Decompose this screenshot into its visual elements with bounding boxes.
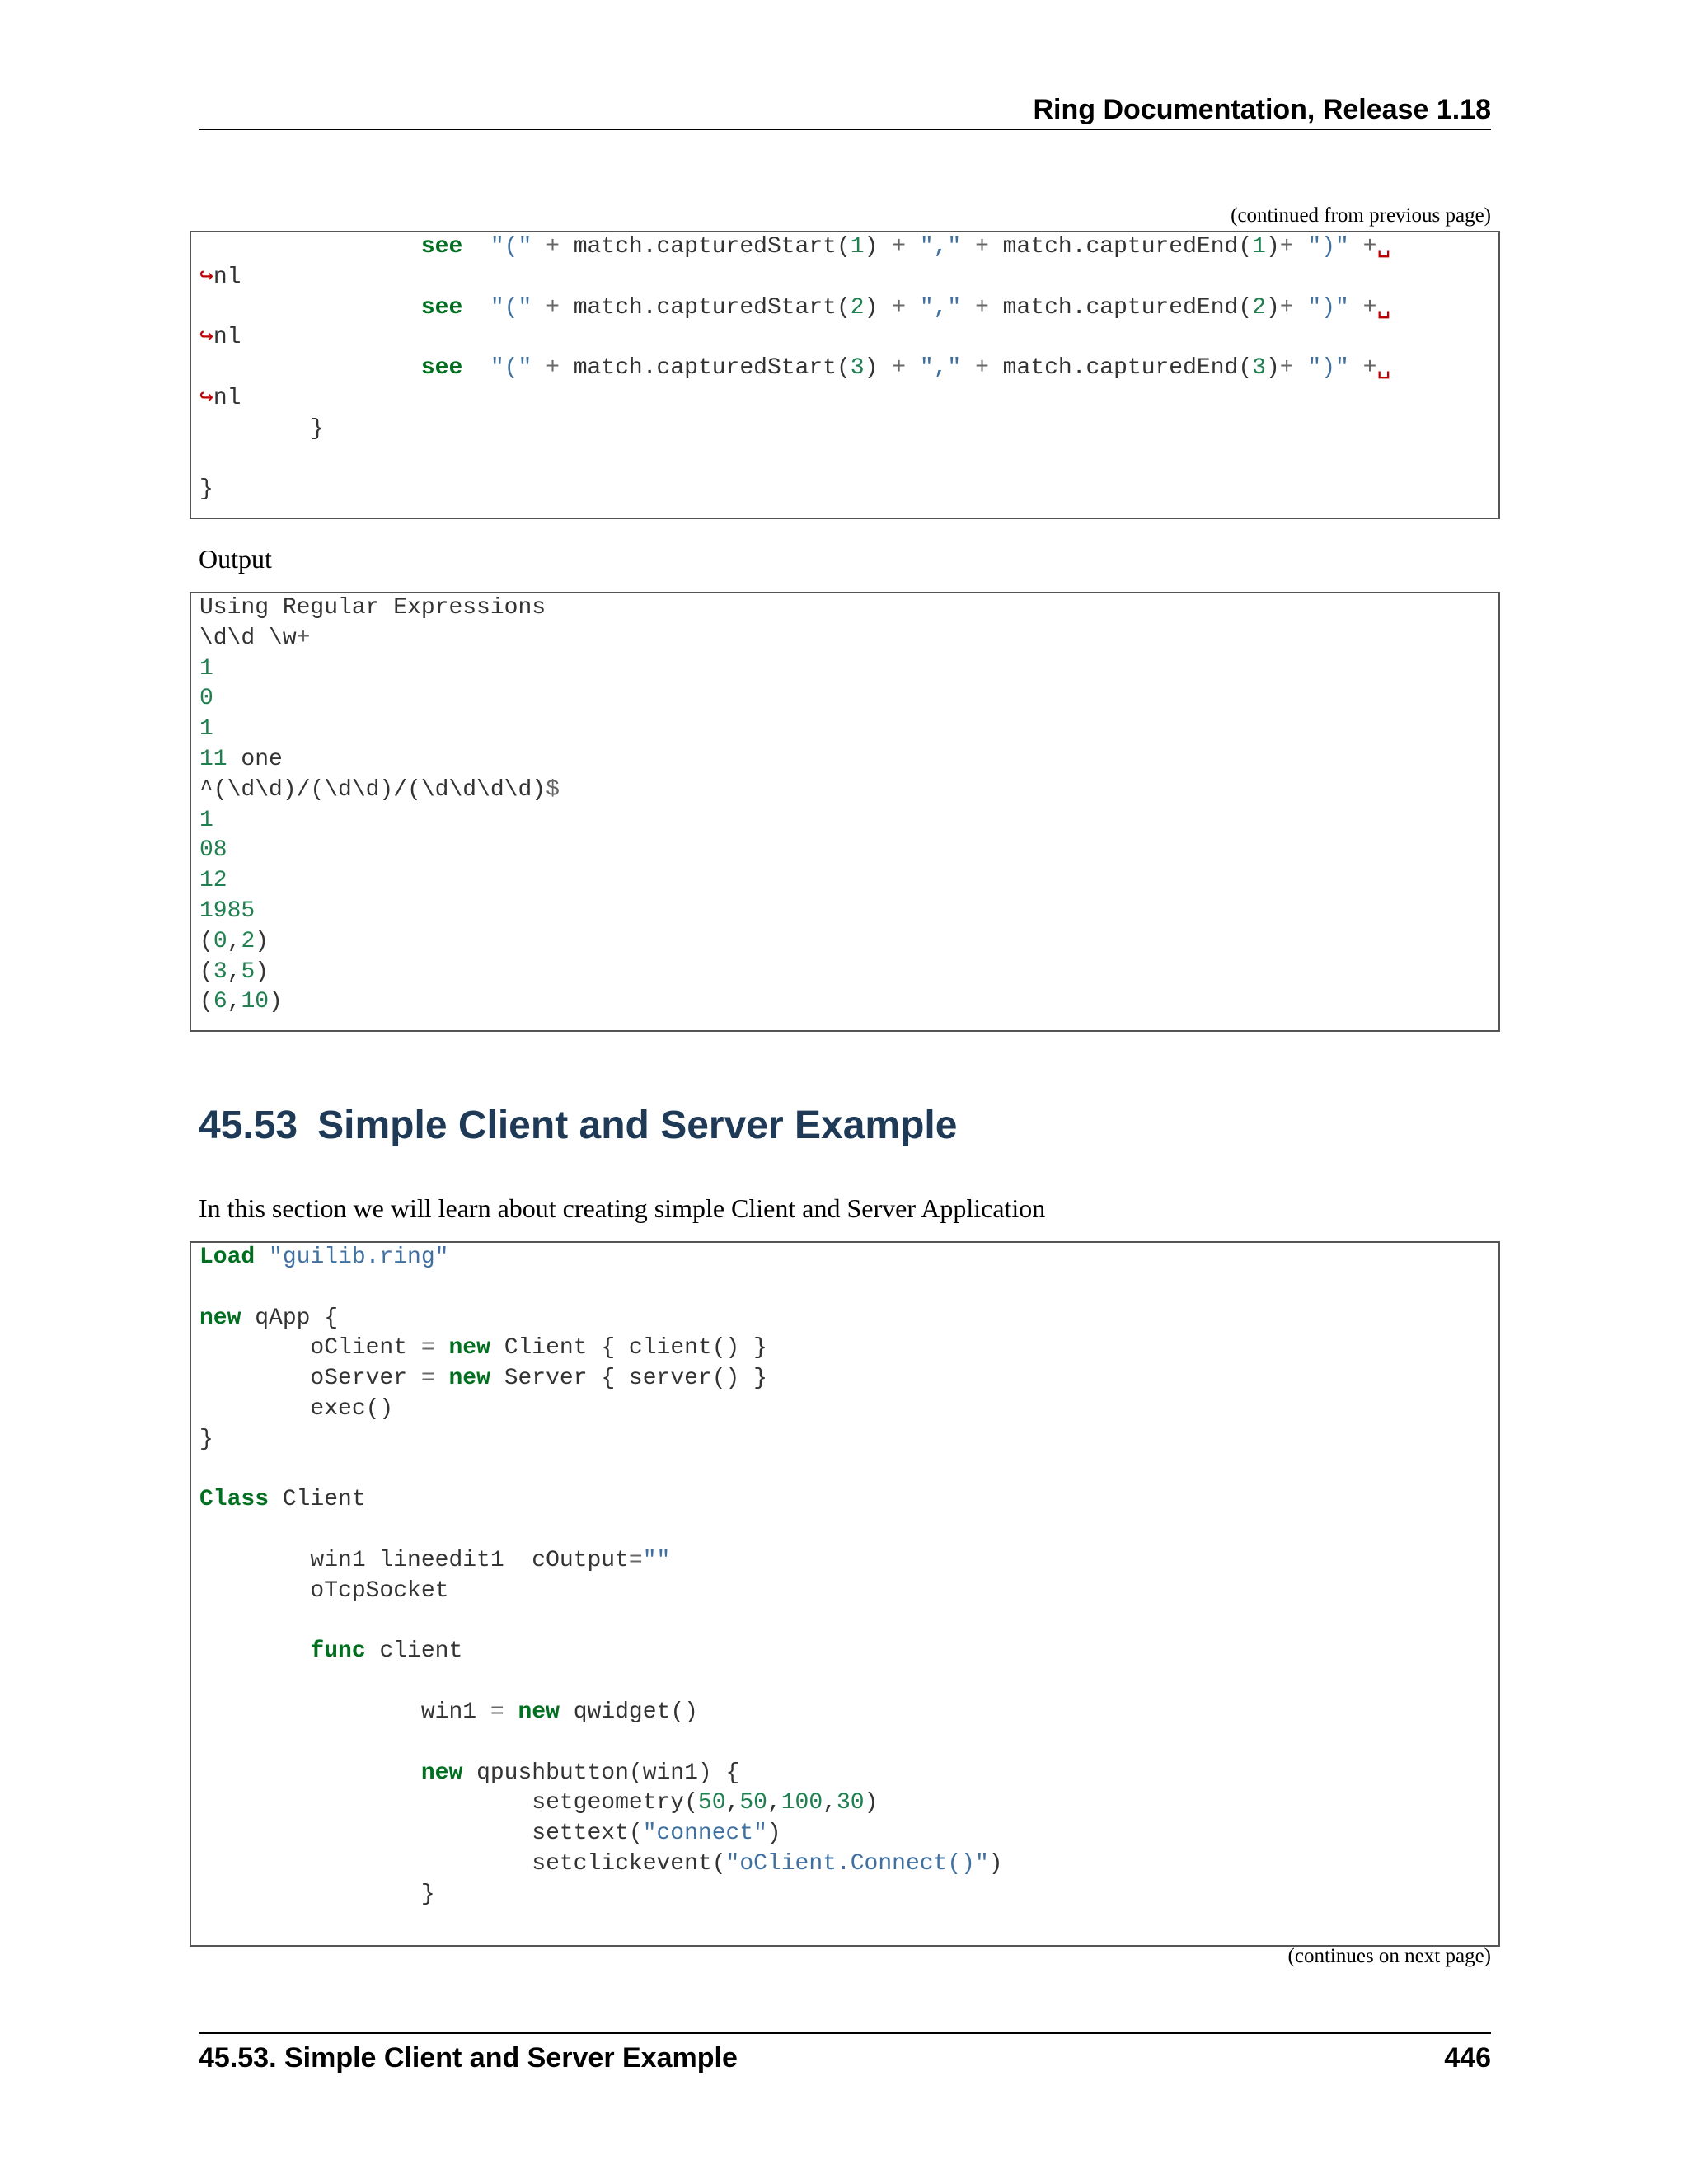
code-line: 1 [199, 716, 213, 743]
code-line: } [199, 415, 325, 442]
section-title: Simple Client and Server Example [317, 1104, 958, 1147]
code-line: setclickevent("oClient.Connect()") [199, 1850, 1003, 1877]
code-line: func client [310, 1638, 463, 1665]
code-block-bottom [190, 1241, 1500, 1947]
code-line: (3,5) [199, 958, 270, 985]
code-line: see "(" + match.capturedStart(1) + "," + match.capturedEnd(1)+ ")" +␣ [420, 234, 1391, 260]
continues-on-note: (continues on next page) [1287, 1945, 1491, 1967]
code-line: setgeometry(50,50,100,30) [199, 1790, 879, 1816]
code-line: win1 = new qwidget() [199, 1699, 698, 1725]
code-line: ^(\d\d)/(\d\d)/(\d\d\d\d)$ [199, 776, 560, 803]
output-block [190, 592, 1500, 1032]
code-line: ↪nl [199, 385, 241, 411]
section-number: 45.53 [199, 1104, 298, 1147]
code-line: (0,2) [199, 928, 270, 954]
code-line: 1 [199, 807, 213, 833]
code-line: settext("connect") [199, 1821, 781, 1847]
code-line: \d\d \w+ [199, 625, 311, 651]
code-line: 12 [199, 868, 227, 894]
code-line: win1 lineedit1 cOutput="" [199, 1547, 671, 1573]
code-line: see "(" + match.capturedStart(3) + "," + match.capturedEnd(3)+ ")" +␣ [420, 355, 1391, 382]
page-footer [199, 2032, 1491, 2074]
code-line: new qpushbutton(win1) { [420, 1760, 740, 1786]
code-line: 0 [199, 686, 213, 712]
code-line: exec() [199, 1395, 394, 1422]
code-line: 1985 [199, 898, 256, 924]
footer-section-label: 45.53. Simple Client and Server Example [199, 2042, 738, 2074]
code-top-content [191, 232, 1498, 505]
code-line: oTcpSocket [199, 1577, 449, 1604]
code-line: } [199, 1426, 213, 1452]
code-line: new qApp { [199, 1305, 339, 1331]
code-line: oServer = new Server { server() } [199, 1366, 767, 1392]
code-line: oClient = new Client { client() } [199, 1335, 767, 1361]
section-heading [199, 1103, 957, 1148]
code-block-top [190, 231, 1500, 519]
code-line: Class Client [199, 1487, 366, 1513]
code-line: ↪nl [199, 325, 241, 351]
code-line: 08 [199, 837, 227, 864]
code-line: (6,10) [199, 989, 283, 1015]
output-label: Output [199, 544, 272, 574]
code-bottom-content [191, 1243, 1498, 1910]
code-line: 11 one [199, 746, 283, 772]
header-title: Ring Documentation, Release 1.18 [1033, 94, 1491, 125]
output-content [191, 593, 1498, 1018]
code-line: see "(" + match.capturedStart(2) + "," + match.capturedEnd(2)+ ")" +␣ [420, 294, 1391, 321]
page-number: 446 [1444, 2042, 1491, 2074]
code-line: 1 [199, 655, 213, 682]
continued-from-note: (continued from previous page) [1231, 204, 1491, 227]
code-line: Load "guilib.ring" [199, 1244, 449, 1270]
section-intro: In this section we will learn about creating simple Client and Server Application [199, 1193, 1046, 1223]
code-line: Using Regular Expressions [199, 595, 546, 621]
code-line: } [199, 476, 213, 503]
page-header [199, 91, 1491, 130]
code-line: ↪nl [199, 264, 241, 290]
code-line: } [199, 1881, 435, 1907]
